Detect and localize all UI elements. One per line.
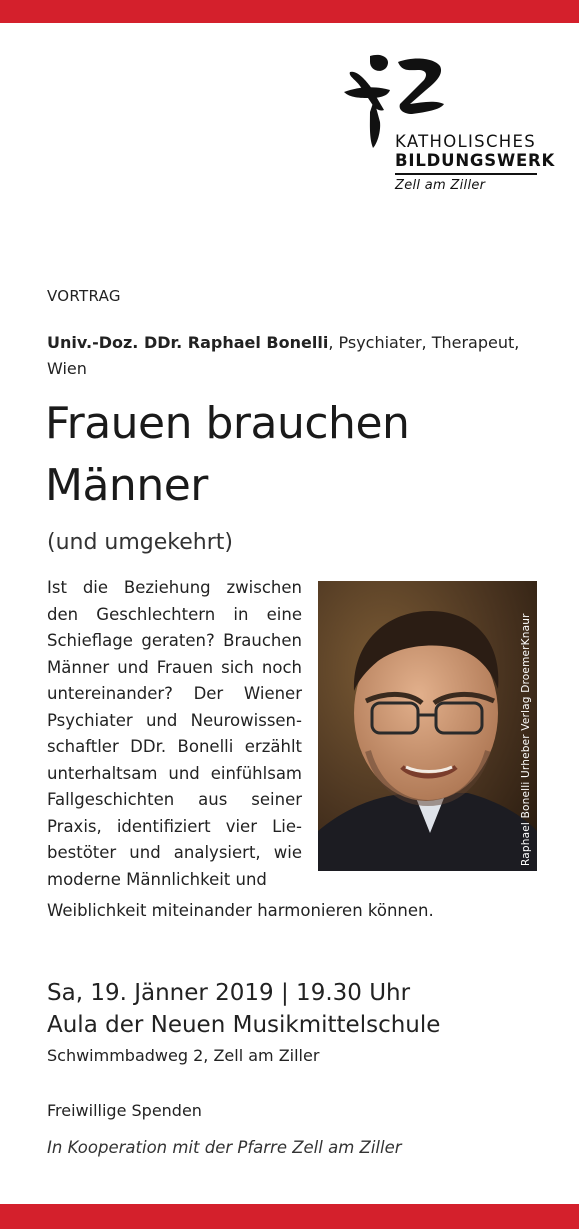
top-red-band <box>0 0 579 23</box>
cooperation-note: In Kooperation mit der Pfarre Zell am Ziller <box>47 1138 402 1157</box>
speaker-photo <box>318 581 537 871</box>
logo-location: Zell am Ziller <box>395 178 486 193</box>
event-address: Schwimmbadweg 2, Zell am Ziller <box>47 1046 320 1065</box>
event-subtitle: (und umgekehrt) <box>47 530 233 555</box>
event-title: Frauen brauchen Männer <box>45 398 410 511</box>
logo-line-katholisches: KATHOLISCHES <box>395 132 536 151</box>
event-description-last-line: Weiblichkeit miteinander harmonieren können. <box>47 901 434 920</box>
speaker-portrait-illustration <box>318 581 537 871</box>
bottom-red-band <box>0 1204 579 1229</box>
event-description: Ist die Beziehung zwischen den Geschlechtern in eine Schieflage geraten? Brauchen Männer und Frauen sich noch untereinander? Der Wiener Psychiater und Neurowissenschaftler DDr. Bonelli erzählt unterhaltsam und einfühlsam Fallgeschichten aus seiner Praxis, identifiziert vier Liebestöter und analysiert, wie moderne Männlichkeit und <box>47 578 302 889</box>
event-type: VORTRAG <box>47 287 121 305</box>
logo-line-bildungswerk: BILDUNGSWERK <box>395 151 556 170</box>
event-venue: Aula der Neuen Musikmittelschule <box>47 1012 441 1038</box>
event-fee: Freiwillige Spenden <box>47 1101 202 1120</box>
speaker-name: Univ.-Doz. DDr. Raphael Bonelli <box>47 333 329 352</box>
logo-divider <box>395 173 537 175</box>
kbw-logo <box>340 52 556 202</box>
speaker-line <box>47 330 547 382</box>
photo-credit: Raphael Bonelli Urheber Verlag DroemerKnaur <box>520 613 532 866</box>
event-date-time: Sa, 19. Jänner 2019 | 19.30 Uhr <box>47 980 411 1006</box>
speaker-role: , Psychiater, Therapeut, Wien <box>47 333 520 378</box>
